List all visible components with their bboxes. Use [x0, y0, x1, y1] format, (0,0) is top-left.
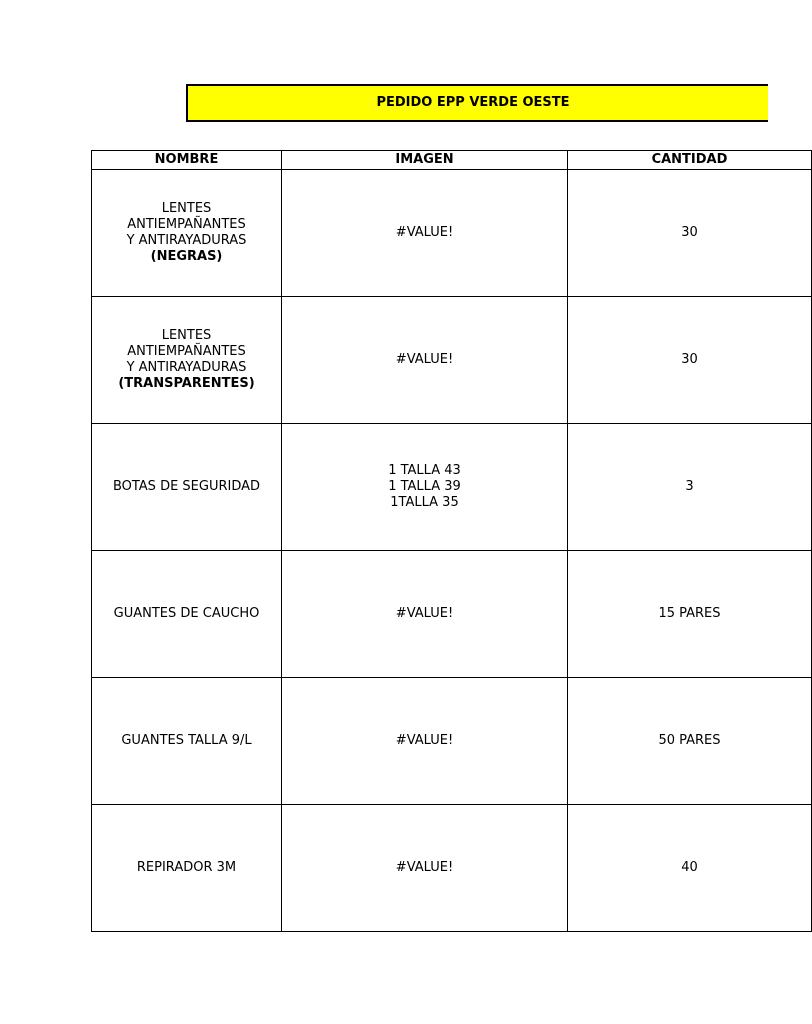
imagen-value: #VALUE! — [395, 352, 454, 367]
cell-cantidad[interactable] — [568, 424, 812, 551]
cantidad-value: 30 — [681, 352, 698, 367]
nombre-line: Y ANTIRAYADURAS — [126, 360, 247, 375]
table-row — [92, 424, 812, 551]
cell-cantidad[interactable] — [568, 297, 812, 424]
table-row — [92, 678, 812, 805]
table-row — [92, 170, 812, 297]
cell-imagen[interactable] — [282, 424, 568, 551]
cell-cantidad[interactable] — [568, 551, 812, 678]
nombre-line: LENTES — [161, 201, 212, 216]
nombre-line: ANTIEMPAÑANTES — [127, 344, 246, 359]
cell-nombre[interactable] — [92, 678, 282, 805]
cell-imagen[interactable] — [282, 551, 568, 678]
cantidad-value: 3 — [685, 479, 694, 494]
nombre-line: REPIRADOR 3M — [136, 860, 237, 875]
nombre-variant: (TRANSPARENTES) — [118, 376, 255, 391]
cantidad-value: 15 PARES — [658, 606, 721, 621]
nombre-line: GUANTES TALLA 9/L — [121, 733, 252, 748]
cell-cantidad[interactable] — [568, 678, 812, 805]
header-imagen: IMAGEN — [282, 151, 568, 170]
nombre-line: ANTIEMPAÑANTES — [127, 217, 246, 232]
cell-imagen[interactable] — [282, 170, 568, 297]
imagen-value: 1 TALLA 43 — [388, 463, 461, 478]
imagen-value: 1 TALLA 39 — [388, 479, 461, 494]
imagen-value: #VALUE! — [395, 606, 454, 621]
cell-nombre[interactable] — [92, 424, 282, 551]
nombre-line: Y ANTIRAYADURAS — [126, 233, 247, 248]
cell-nombre[interactable] — [92, 170, 282, 297]
header-row — [92, 151, 812, 170]
title-banner — [186, 84, 768, 122]
nombre-line: BOTAS DE SEGURIDAD — [112, 479, 261, 494]
table-row — [92, 551, 812, 678]
cell-nombre[interactable] — [92, 297, 282, 424]
cell-imagen[interactable] — [282, 297, 568, 424]
nombre-variant: (NEGRAS) — [150, 249, 223, 264]
header-nombre: NOMBRE — [92, 151, 282, 170]
order-table-container — [91, 150, 728, 932]
table-row — [92, 297, 812, 424]
cantidad-value: 30 — [681, 225, 698, 240]
cantidad-value: 50 PARES — [658, 733, 721, 748]
header-cantidad: CANTIDAD — [568, 151, 812, 170]
order-table — [91, 150, 812, 932]
nombre-line: LENTES — [161, 328, 212, 343]
nombre-line: GUANTES DE CAUCHO — [113, 606, 260, 621]
cell-cantidad[interactable] — [568, 805, 812, 932]
cell-imagen[interactable] — [282, 678, 568, 805]
cell-nombre[interactable] — [92, 551, 282, 678]
cell-cantidad[interactable] — [568, 170, 812, 297]
imagen-value: #VALUE! — [395, 860, 454, 875]
imagen-value: #VALUE! — [395, 733, 454, 748]
imagen-value: #VALUE! — [395, 225, 454, 240]
imagen-value: 1TALLA 35 — [390, 495, 459, 510]
document-title: PEDIDO EPP VERDE OESTE — [376, 95, 570, 110]
cell-nombre[interactable] — [92, 805, 282, 932]
table-row — [92, 805, 812, 932]
cell-imagen[interactable] — [282, 805, 568, 932]
cantidad-value: 40 — [681, 860, 698, 875]
